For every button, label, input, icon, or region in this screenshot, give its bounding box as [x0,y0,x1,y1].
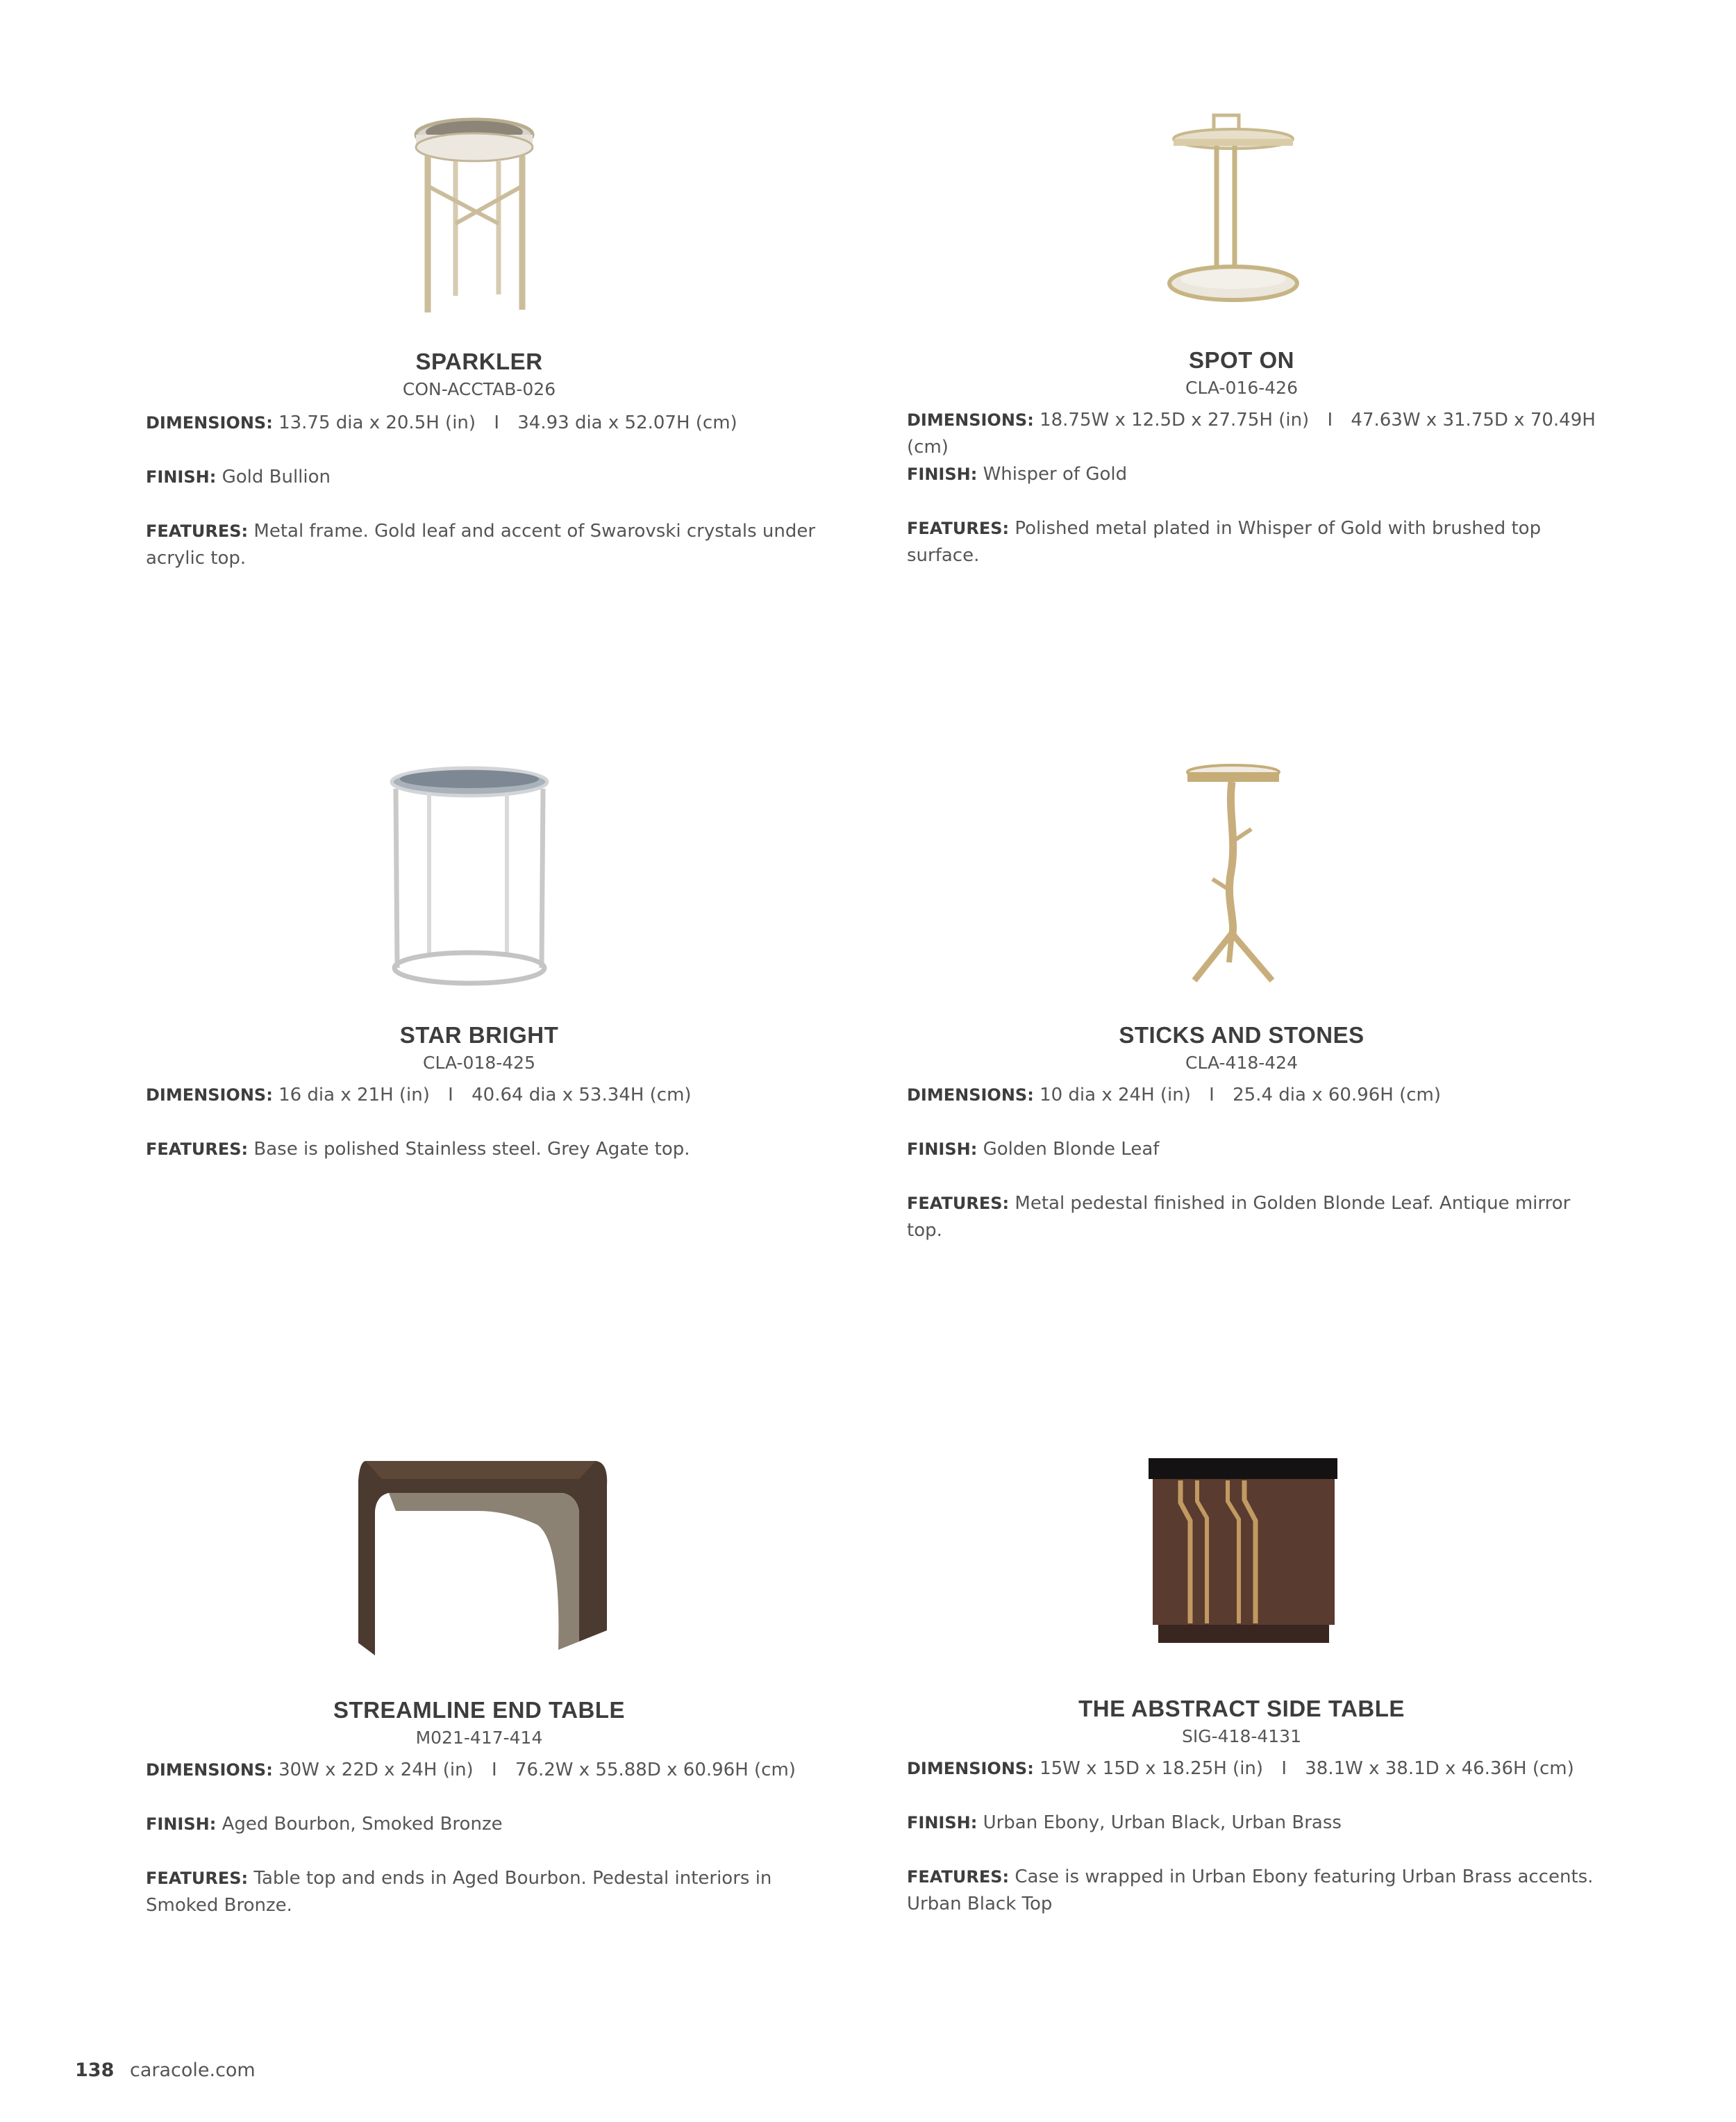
dimensions-label: DIMENSIONS: [146,1085,273,1105]
product-sku: CLA-016-426 [1185,378,1298,398]
dimensions-label: DIMENSIONS: [907,410,1034,430]
features-label: FEATURES: [146,521,249,541]
dimensions-line [146,1757,840,1784]
dimensions-cm: 38.1W x 38.1D x 46.36H (cm) [1305,1758,1574,1779]
finish-label: FINISH: [907,1139,978,1159]
product-name: STREAMLINE END TABLE [333,1697,626,1723]
spot-on-table-image [880,104,1603,312]
finish-value: Urban Ebony, Urban Black, Urban Brass [983,1812,1342,1833]
features-label: FEATURES: [146,1869,249,1888]
dimensions-label: DIMENSIONS: [146,1760,273,1780]
dimensions-separator: I [448,1085,453,1105]
product-name: SPARKLER [415,349,543,374]
product-name: STAR BRIGHT [399,1022,559,1048]
streamline-table-image [118,1444,840,1666]
features-label: FEATURES: [907,1867,1010,1887]
features-line [907,1864,1601,1918]
dimensions-in: 30W x 22D x 24H (in) [278,1760,474,1780]
sparkler-table-image [118,104,840,326]
dimensions-separator: I [1209,1085,1215,1105]
dimensions-label: DIMENSIONS: [907,1085,1034,1105]
finish-line [907,1810,1601,1837]
dimensions-in: 13.75 dia x 20.5H (in) [278,412,476,433]
features-label: FEATURES: [146,1139,249,1159]
finish-line [907,461,1601,488]
features-value: Table top and ends in Aged Bourbon. Pedestal interiors in Smoked Bronze. [146,1868,772,1916]
product-sku: CLA-018-425 [423,1053,535,1073]
features-value: Polished metal plated in Whisper of Gold with brushed top surface. [907,518,1542,566]
dimensions-separator: I [491,1760,497,1780]
dimensions-line [907,407,1629,461]
star-bright-table-image [118,757,840,993]
dimensions-cm: 76.2W x 55.88D x 60.96H (cm) [515,1760,796,1780]
dimensions-line [907,1082,1601,1109]
abstract-side-table-image [880,1444,1603,1666]
product-sku: SIG-418-4131 [1182,1726,1301,1746]
dimensions-cm: 47.63W x 31.75D x 70.49H (cm) [907,410,1596,458]
finish-value: Aged Bourbon, Smoked Bronze [222,1814,503,1835]
finish-line [146,464,840,491]
finish-value: Gold Bullion [222,467,331,487]
finish-value: Whisper of Gold [983,464,1128,485]
page-footer [75,2060,256,2081]
features-line [146,1136,840,1163]
features-value: Case is wrapped in Urban Ebony featuring Urban Brass accents. Urban Black Top [907,1866,1594,1914]
features-line [907,515,1601,569]
product-name: THE ABSTRACT SIDE TABLE [1078,1696,1405,1721]
features-value: Metal pedestal finished in Golden Blonde Leaf. Antique mirror top. [907,1193,1571,1241]
dimensions-in: 15W x 15D x 18.25H (in) [1040,1758,1264,1779]
dimensions-separator: I [1281,1758,1287,1779]
dimensions-separator: I [1327,410,1333,431]
features-label: FEATURES: [907,1194,1010,1213]
features-line [907,1190,1601,1244]
dimensions-in: 16 dia x 21H (in) [278,1085,430,1105]
dimensions-in: 10 dia x 24H (in) [1040,1085,1191,1105]
product-sku: M021-417-414 [415,1728,543,1748]
features-line [146,518,840,572]
finish-label: FINISH: [907,465,978,484]
dimensions-line [146,1082,840,1109]
dimensions-label: DIMENSIONS: [907,1759,1034,1778]
product-sku: CON-ACCTAB-026 [402,379,556,399]
finish-label: FINISH: [146,1814,217,1834]
dimensions-line [146,410,840,437]
finish-line [907,1136,1601,1163]
dimensions-in: 18.75W x 12.5D x 27.75H (in) [1040,410,1310,431]
finish-label: FINISH: [907,1813,978,1832]
product-name: SPOT ON [1188,347,1295,373]
dimensions-cm: 40.64 dia x 53.34H (cm) [471,1085,692,1105]
finish-line [146,1811,840,1838]
site-link[interactable]: caracole.com [129,2060,256,2081]
finish-value: Golden Blonde Leaf [983,1139,1160,1160]
features-value: Base is polished Stainless steel. Grey Agate top. [253,1139,690,1160]
dimensions-cm: 34.93 dia x 52.07H (cm) [517,412,737,433]
dimensions-line [907,1755,1601,1782]
dimensions-cm: 25.4 dia x 60.96H (cm) [1233,1085,1441,1105]
product-name: STICKS AND STONES [1119,1022,1364,1048]
features-line [146,1865,840,1919]
sticks-and-stones-table-image [880,757,1603,993]
product-sku: CLA-418-424 [1185,1053,1298,1073]
dimensions-separator: I [494,412,499,433]
dimensions-label: DIMENSIONS: [146,413,273,433]
features-label: FEATURES: [907,519,1010,538]
page-number: 138 [75,2060,115,2081]
finish-label: FINISH: [146,467,217,487]
features-value: Metal frame. Gold leaf and accent of Swarovski crystals under acrylic top. [146,521,816,569]
